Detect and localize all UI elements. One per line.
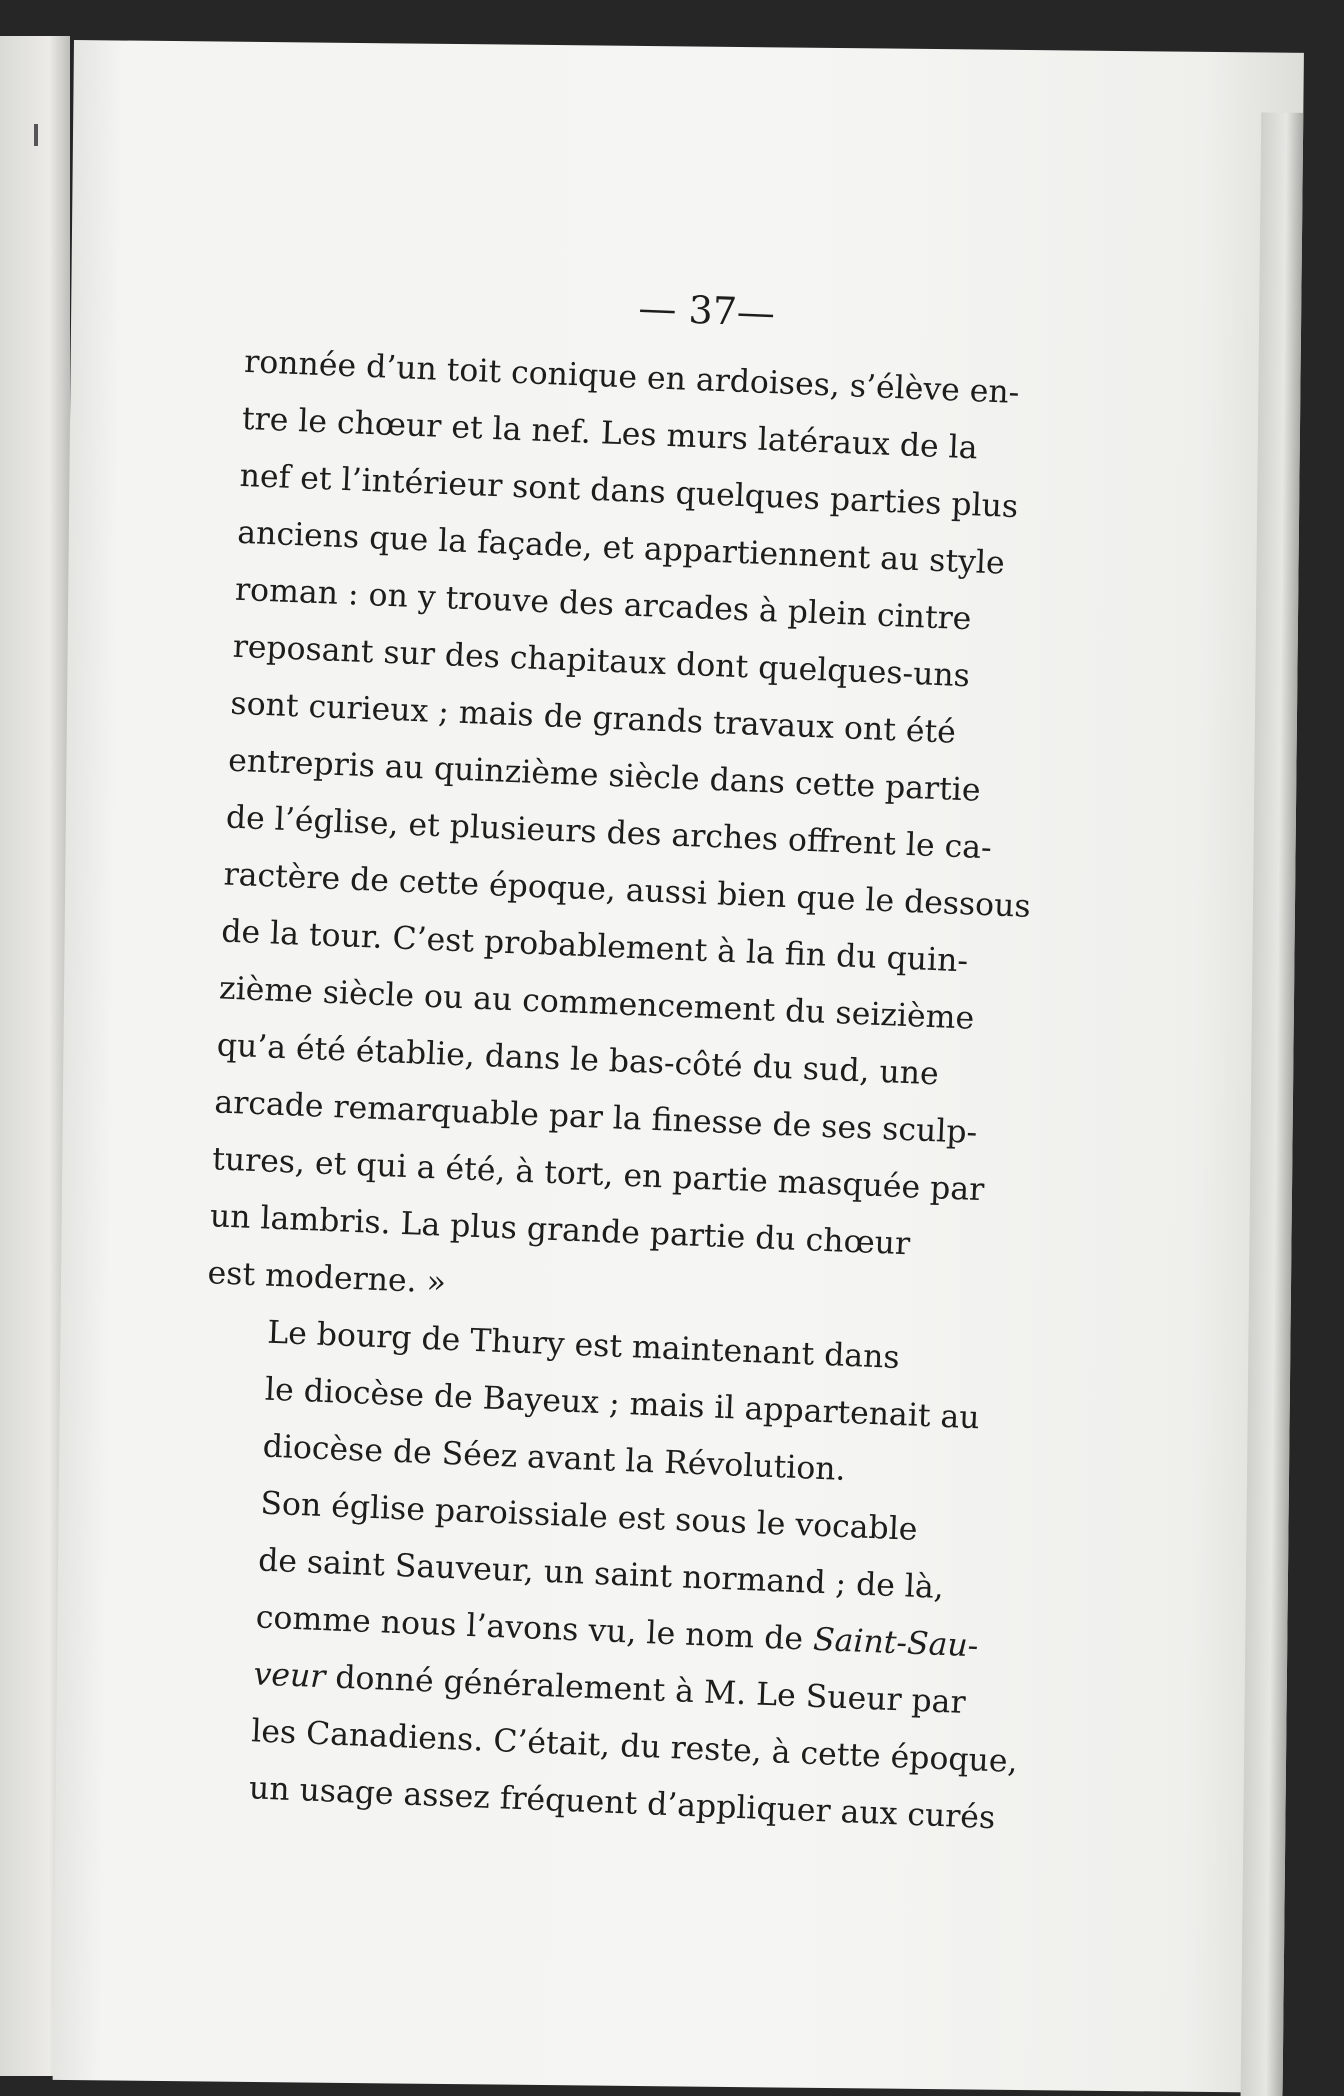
text-line: qu’a été établie, dans le bas-côté du sud, une	[216, 1027, 940, 1093]
text-line: reposant sur des chapitaux dont quelques-uns	[232, 628, 971, 695]
text-line: ronnée d’un toit conique en ardoises, s’élève en-	[243, 343, 1021, 412]
page-text-block	[186, 270, 1127, 1850]
text-line: les Canadiens. C’était, du reste, à cette époque,	[250, 1713, 1019, 1781]
text-line: tures, et qui a été, à tort, en partie masquée par	[211, 1141, 985, 1209]
text-line: roman : on y trouve des arcades à plein cintre	[234, 571, 973, 638]
text-line: sont curieux ; mais de grands travaux ont été	[229, 685, 957, 751]
text-line: arcade remarquable par la finesse de ses sculp-	[213, 1084, 978, 1151]
text-line: entrepris au quinzième siècle dans cette partie	[227, 742, 982, 809]
text-line: de l’église, et plusieurs des arches offrent le ca-	[225, 799, 993, 867]
text-line: le diocèse de Bayeux ; mais il appartenait au	[264, 1371, 981, 1437]
paragraph-3	[186, 1473, 1079, 1850]
text-line: Le bourg de Thury est maintenant dans	[266, 1314, 901, 1377]
italic-text-run: Saint-Sau-	[812, 1621, 980, 1665]
page-edge-mark	[34, 124, 38, 146]
text-line: Son église paroissiale est sous le vocable	[259, 1485, 919, 1548]
text-line: de saint Sauveur, un saint normand ; de là,	[257, 1542, 945, 1606]
page-stack-edge	[1240, 112, 1303, 2096]
paragraph-1	[207, 334, 1125, 1338]
text-line: de la tour. C’est probablement à la fin du quin-	[220, 913, 969, 980]
text-line: un usage assez fréquent d’appliquer aux curés	[248, 1770, 996, 1837]
text-line: est moderne. »	[206, 1255, 447, 1301]
text-line: anciens que la façade, et appartiennent au style	[236, 514, 1006, 582]
text-run: donné généralement à M. Le Sueur par	[324, 1659, 967, 1721]
text-line: diocèse de Séez avant la Révolution.	[262, 1428, 847, 1488]
text-line: un lambris. La plus grande partie du chœur	[209, 1198, 911, 1263]
text-line: tre le chœur et la nef. Les murs latéraux de la	[241, 400, 979, 467]
page-number: — 37—	[637, 285, 776, 336]
text-line: zième siècle ou au commencement du seizième	[218, 970, 975, 1037]
text-line: ractère de cette époque, aussi bien que le dessous	[222, 856, 1032, 925]
text-run: comme nous l’avons vu, le nom de	[255, 1599, 814, 1658]
text-line: nef et l’intérieur sont dans quelques parties plus	[239, 457, 1019, 526]
italic-text-run: veur	[252, 1656, 327, 1696]
